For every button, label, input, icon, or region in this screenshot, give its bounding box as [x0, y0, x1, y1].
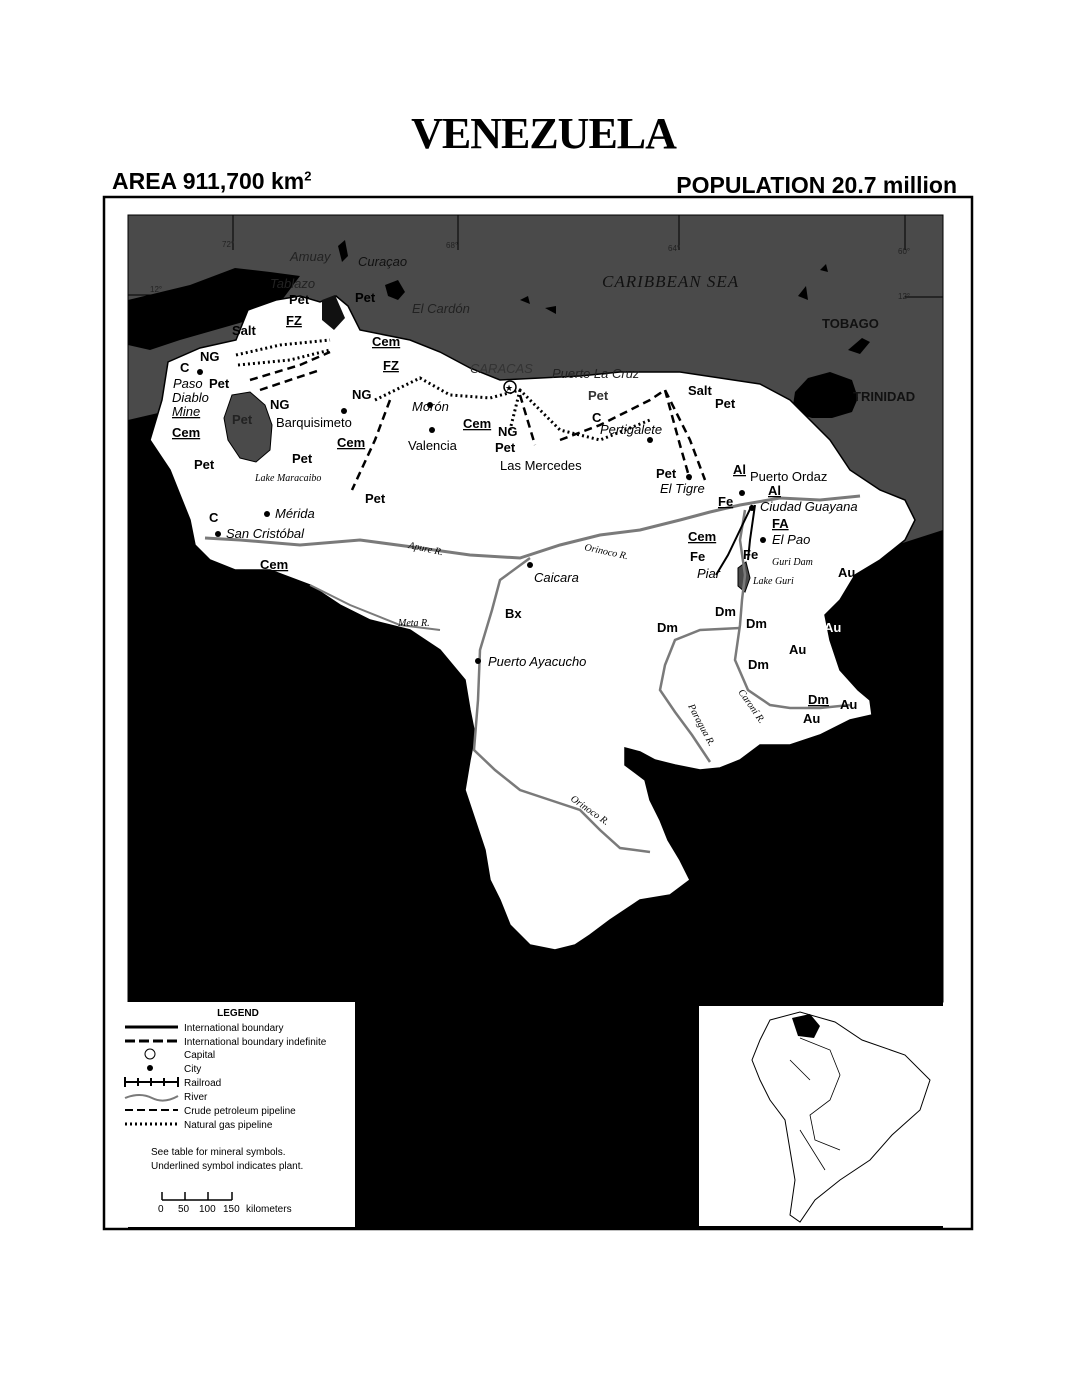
mineral-fa: FA — [772, 516, 789, 531]
mineral-al-1: Al — [733, 462, 746, 477]
mineral-au-1: Au — [838, 565, 856, 580]
population-label: POPULATION — [676, 172, 826, 198]
lake-maracaibo-label: Lake Maracaibo — [255, 473, 322, 484]
mineral-pet-7: Pet — [365, 491, 386, 506]
guri-dam-label: Guri Dam — [772, 557, 813, 568]
puerto-ordaz-label: Puerto Ordaz — [750, 469, 828, 484]
mine-label: Mine — [172, 404, 201, 419]
lon-60-label: 60° — [898, 247, 911, 256]
scale-tick-100: 100 — [199, 1204, 216, 1215]
mineral-pet-1: Pet — [289, 292, 310, 307]
mineral-pet-5: Pet — [194, 457, 215, 472]
scale-tick-150: 150 — [223, 1204, 240, 1215]
ciudad-guayana-label: Ciudad Guayana — [760, 499, 858, 514]
mineral-au-4: Au — [840, 697, 858, 712]
population-value: 20.7 million — [831, 172, 957, 198]
legend-item-1: International boundary indefinite — [184, 1037, 327, 1048]
mineral-dm-3: Dm — [746, 616, 767, 631]
area-superscript: 2 — [304, 168, 312, 184]
mineral-cem-6: Cem — [260, 557, 289, 572]
san-cristobal-label: San Cristóbal — [226, 526, 305, 541]
mineral-pet-10: Pet — [715, 396, 736, 411]
mineral-c-2: C — [592, 410, 602, 425]
mineral-bx: Bx — [505, 606, 522, 621]
barquisimeto-label: Barquisimeto — [276, 415, 352, 430]
moron-label: Morón — [412, 399, 449, 414]
mineral-ng-3: NG — [352, 387, 372, 402]
mineral-c-1: C — [180, 360, 190, 375]
mineral-pet-6: Pet — [292, 451, 313, 466]
mineral-c-3: C — [209, 510, 219, 525]
mineral-dm-1: Dm — [715, 604, 736, 619]
caicara-label: Caicara — [534, 570, 579, 585]
piar-label: Piar — [697, 566, 721, 581]
legend-title: LEGEND — [217, 1008, 259, 1019]
mineral-pet-9: Pet — [588, 388, 609, 403]
pertigalete-label: Pertigalete — [600, 422, 663, 437]
merida-label: Mérida — [275, 506, 315, 521]
mineral-cem-5: Cem — [688, 529, 717, 544]
lat-12-east-label: 12° — [898, 292, 911, 301]
legend-note-1: See table for mineral symbols. — [151, 1147, 286, 1158]
area-label: AREA — [112, 168, 177, 194]
orinoco-river-label-1: Orinoco R. — [583, 542, 630, 563]
legend-item-6: Crude petroleum pipeline — [184, 1106, 296, 1117]
tobago-label: TOBAGO — [822, 316, 879, 331]
el-cardon-label: El Cardón — [412, 301, 470, 316]
area-value: 911,700 km — [182, 168, 305, 194]
mineral-au-3: Au — [824, 620, 842, 635]
mineral-al-2: Al — [768, 483, 781, 498]
mineral-dm-2: Dm — [657, 620, 678, 635]
meta-river-label: Meta R. — [398, 618, 430, 629]
mineral-fz-2: FZ — [383, 358, 399, 373]
mineral-pet-11: Pet — [656, 466, 677, 481]
valencia-label: Valencia — [408, 438, 457, 453]
mineral-ng-4: NG — [498, 424, 518, 439]
scale-tick-0: 0 — [158, 1204, 164, 1215]
mineral-fe-2: Fe — [690, 549, 706, 564]
legend-item-5: River — [184, 1092, 208, 1103]
legend-item-7: Natural gas pipeline — [184, 1120, 273, 1131]
scale-tick-50: 50 — [178, 1204, 190, 1215]
lake-guri-label: Lake Guri — [753, 576, 794, 587]
legend-city-icon — [147, 1065, 153, 1071]
legend-item-4: Railroad — [184, 1078, 222, 1089]
tablazo-label: Tablazo — [270, 276, 316, 291]
el-pao-label: El Pao — [772, 532, 811, 547]
orinoco-river-label-2: Orinoco R. — [568, 793, 612, 828]
paso-label: Paso — [173, 376, 203, 391]
mineral-fe-3: Fe — [743, 547, 759, 562]
scale-unit: kilometers — [246, 1204, 292, 1215]
mineral-cem-3: Cem — [337, 435, 366, 450]
legend-note-2: Underlined symbol indicates plant. — [151, 1161, 304, 1172]
lon-64-label: 64° — [668, 244, 681, 253]
trinidad-label: TRINIDAD — [853, 389, 916, 404]
mineral-salt-1: Salt — [232, 323, 256, 338]
mineral-ng-2: NG — [270, 397, 290, 412]
mineral-dm-5: Dm — [808, 692, 829, 707]
puerto-la-cruz-label: Puerto La Cruz — [552, 366, 640, 381]
puerto-ayacucho-label: Puerto Ayacucho — [488, 654, 587, 669]
mineral-cem-1: Cem — [372, 334, 401, 349]
mineral-pet-4: Pet — [232, 412, 253, 427]
caroni-river-label: Caroní R. — [735, 687, 767, 726]
mineral-pet-3: Pet — [209, 376, 230, 391]
legend-item-3: City — [184, 1064, 202, 1075]
legend-capital-icon — [145, 1049, 155, 1059]
diablo-label: Diablo — [172, 390, 209, 405]
caracas-label: CARACAS — [470, 361, 533, 376]
mineral-cem-2: Cem — [172, 425, 201, 440]
mineral-dm-4: Dm — [748, 657, 769, 672]
mineral-pet-2: Pet — [355, 290, 376, 305]
las-mercedes-label: Las Mercedes — [500, 458, 582, 473]
caribbean-sea-label: CARIBBEAN SEA — [602, 272, 740, 291]
paragua-river-label: Paragua R. — [685, 702, 717, 749]
legend-item-0: International boundary — [184, 1023, 284, 1034]
legend-item-2: Capital — [184, 1050, 216, 1061]
amuay-label: Amuay — [290, 249, 331, 264]
lon-68-label: 68° — [446, 241, 459, 250]
mineral-salt-2: Salt — [688, 383, 712, 398]
mineral-au-5: Au — [803, 711, 821, 726]
mineral-cem-4: Cem — [463, 416, 492, 431]
mineral-au-2: Au — [789, 642, 807, 657]
mineral-fz-1: FZ — [286, 313, 302, 328]
mineral-ng-1: NG — [200, 349, 220, 364]
lat-12-west-label: 12° — [150, 285, 163, 294]
maracaibo-edge-label: Ma — [152, 304, 166, 315]
curacao-label: Curaçao — [358, 254, 408, 269]
el-tigre-label: El Tigre — [660, 481, 705, 496]
lon-72-label: 72° — [222, 240, 235, 249]
page-title: VENEZUELA — [411, 109, 676, 158]
mineral-fe-1: Fe — [718, 494, 734, 509]
capital-star-icon: ★ — [505, 383, 514, 393]
mineral-pet-8: Pet — [495, 440, 516, 455]
apure-river-label: Apure R. — [407, 540, 445, 559]
